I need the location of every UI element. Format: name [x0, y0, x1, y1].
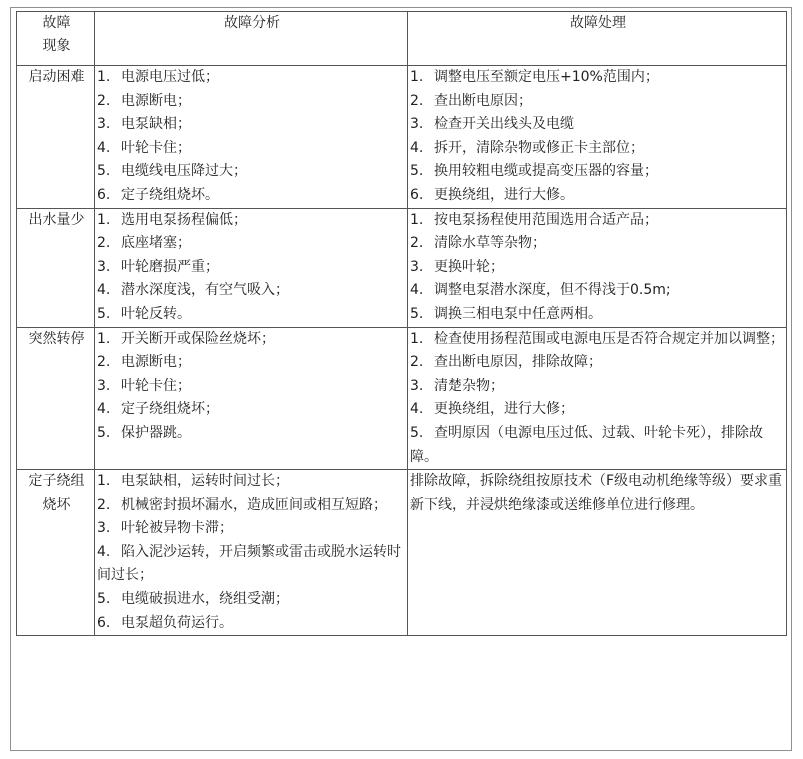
item-text: 底座堵塞；: [121, 235, 191, 252]
list-item: [97, 351, 407, 375]
list-item: [97, 303, 407, 327]
analysis-cell: [95, 327, 408, 470]
item-text: 定子绕组烧坏。: [121, 186, 219, 203]
item-number: 3.: [410, 116, 424, 133]
item-number: 1.: [410, 69, 424, 85]
treatment-paragraph: 排除故障，拆除绕组按原技术（F级电动机绝缘等级）要求重新下线，并浸烘绝缘漆或送维修单位进行修理。: [410, 473, 783, 513]
list-item: [97, 612, 407, 636]
phenomenon-line: 定子绕组: [28, 473, 85, 490]
item-number: 2.: [410, 235, 424, 252]
analysis-cell: [95, 208, 408, 327]
item-number: 4.: [97, 139, 111, 156]
item-number: 1.: [97, 211, 111, 228]
item-text: 保护器跳。: [121, 424, 191, 441]
treatment-cell: [408, 470, 787, 636]
item-text: 电泵缺相，运转时间过长；: [121, 473, 289, 490]
list-item: [97, 113, 407, 137]
table-row: [17, 208, 787, 327]
item-number: 3.: [97, 116, 111, 133]
item-text: 调整电压至额定电压+10%范围内；: [434, 69, 659, 85]
list-item: [97, 160, 407, 184]
list-item: [410, 184, 786, 208]
table-row: [17, 327, 787, 470]
phenomenon-line: 启动困难: [28, 69, 85, 85]
phenomenon-cell: [17, 327, 95, 470]
list-item: [410, 303, 786, 327]
item-number: 3.: [410, 377, 424, 394]
list-item: [97, 541, 407, 588]
list-item: [97, 279, 407, 303]
item-text: 叶轮反转。: [121, 305, 191, 322]
item-text: 调整电泵潜水深度，但不得浅于0.5m;: [434, 282, 671, 299]
list-item: [410, 137, 786, 161]
list-item: [97, 66, 407, 90]
treatment-cell: [408, 66, 787, 209]
item-text: 查出断电原因；: [434, 92, 532, 109]
item-number: 3.: [97, 377, 111, 394]
item-text: 换用较粗电缆或提高变压器的容量；: [434, 163, 658, 180]
analysis-cell: [95, 66, 408, 209]
item-number: 3.: [97, 520, 111, 537]
item-number: 5.: [97, 424, 111, 441]
list-item: [410, 209, 786, 233]
analysis-cell: [95, 470, 408, 636]
item-text: 电缆破损进水，绕组受潮；: [121, 591, 289, 608]
list-item: [97, 256, 407, 280]
list-item: [410, 398, 786, 422]
item-number: 5.: [410, 163, 424, 180]
list-item: [97, 137, 407, 161]
item-text: 叶轮磨损严重；: [121, 258, 219, 275]
header-phenomenon: [17, 12, 95, 66]
list-item: [410, 422, 786, 469]
item-text: 叶轮被异物卡滞；: [121, 520, 233, 537]
table-row: [17, 66, 787, 209]
item-number: 1.: [97, 473, 111, 490]
list-item: [410, 375, 786, 399]
item-number: 5.: [410, 305, 424, 322]
list-item: [97, 422, 407, 446]
phenomenon-line: 出水量少: [28, 211, 85, 228]
item-number: 5.: [97, 305, 111, 322]
item-number: 1.: [410, 330, 424, 347]
list-item: [97, 375, 407, 399]
phenomenon-cell: [17, 66, 95, 209]
header-phenomenon-line: 故障: [42, 15, 71, 31]
list-item: [97, 90, 407, 114]
list-item: [97, 588, 407, 612]
list-item: [410, 113, 786, 137]
item-number: 4.: [97, 282, 111, 299]
item-text: 查明原因（电源电压过低、过载、叶轮卡死），排除故障。: [410, 424, 763, 465]
item-number: 3.: [97, 258, 111, 275]
item-number: 5.: [97, 591, 111, 608]
item-number: 4.: [97, 543, 111, 560]
list-item: [410, 351, 786, 375]
header-treatment: 故障处理: [408, 12, 787, 66]
item-number: 1.: [97, 69, 111, 85]
phenomenon-line: 烧坏: [42, 496, 71, 513]
list-item: [410, 279, 786, 303]
list-item: [97, 517, 407, 541]
item-text: 更换叶轮；: [434, 258, 504, 275]
item-text: 电源电压过低；: [121, 69, 219, 85]
item-text: 潜水深度浅，有空气吸入；: [121, 282, 289, 299]
header-analysis: 故障分析: [95, 12, 408, 66]
item-text: 选用电泵扬程偏低；: [121, 211, 247, 228]
phenomenon-cell: [17, 208, 95, 327]
item-text: 清楚杂物；: [434, 377, 504, 394]
item-number: 4.: [410, 401, 424, 418]
item-number: 2.: [410, 92, 424, 109]
item-text: 电泵超负荷运行。: [121, 614, 233, 631]
list-item: [97, 209, 407, 233]
item-number: 3.: [410, 258, 424, 275]
item-text: 更换绕组，进行大修；: [434, 401, 574, 418]
item-text: 开关断开或保险丝烧坏；: [121, 330, 275, 347]
list-item: [97, 470, 407, 494]
list-item: [97, 494, 407, 518]
item-text: 电源断电；: [121, 354, 191, 371]
item-number: 6.: [97, 614, 111, 631]
list-item: [97, 398, 407, 422]
table-body: [17, 66, 787, 636]
item-number: 1.: [97, 330, 111, 347]
header-phenomenon-line: 现象: [42, 38, 71, 54]
item-text: 定子绕组烧坏；: [121, 401, 219, 418]
treatment-cell: [408, 327, 787, 470]
phenomenon-line: 突然转停: [28, 330, 85, 347]
list-item: [97, 184, 407, 208]
item-text: 叶轮卡住；: [121, 139, 191, 156]
item-text: 拆开，清除杂物或修正卡主部位；: [434, 139, 644, 156]
item-text: 调换三相电泵中任意两相。: [434, 305, 602, 322]
item-number: 5.: [410, 424, 424, 441]
item-text: 机械密封损坏漏水，造成匝间或相互短路；: [121, 496, 387, 513]
item-number: 4.: [410, 282, 424, 299]
item-number: 1.: [410, 211, 424, 228]
item-number: 5.: [97, 163, 111, 180]
item-text: 电泵缺相；: [121, 116, 191, 133]
item-text: 查出断电原因，排除故障；: [434, 354, 602, 371]
item-number: 2.: [410, 354, 424, 371]
list-item: [410, 90, 786, 114]
list-item: [97, 328, 407, 352]
list-item: [410, 66, 786, 90]
list-item: [410, 256, 786, 280]
treatment-cell: [408, 208, 787, 327]
fault-table: [16, 11, 787, 636]
item-text: 检查开关出线头及电缆: [434, 116, 574, 133]
item-text: 叶轮卡住；: [121, 377, 191, 394]
item-text: 陷入泥沙运转，开启频繁或雷击或脱水运转时间过长；: [97, 543, 401, 584]
list-item: [410, 328, 786, 352]
item-text: 检查使用扬程范围或电源电压是否符合规定并加以调整；: [434, 330, 784, 347]
item-text: 按电泵扬程使用范围选用合适产品；: [434, 211, 658, 228]
header-row: [17, 12, 787, 66]
table-row: [17, 470, 787, 636]
item-number: 2.: [97, 235, 111, 252]
item-number: 2.: [97, 354, 111, 371]
item-number: 4.: [410, 139, 424, 156]
item-number: 6.: [410, 186, 424, 203]
item-number: 2.: [97, 496, 111, 513]
item-text: 清除水草等杂物；: [434, 235, 546, 252]
item-number: 4.: [97, 401, 111, 418]
item-number: 6.: [97, 186, 111, 203]
list-item: [410, 160, 786, 184]
item-text: 更换绕组，进行大修。: [434, 186, 574, 203]
item-text: 电源断电；: [121, 92, 191, 109]
phenomenon-cell: [17, 470, 95, 636]
item-text: 电缆线电压降过大；: [121, 163, 247, 180]
item-number: 2.: [97, 92, 111, 109]
list-item: [97, 232, 407, 256]
list-item: [410, 232, 786, 256]
